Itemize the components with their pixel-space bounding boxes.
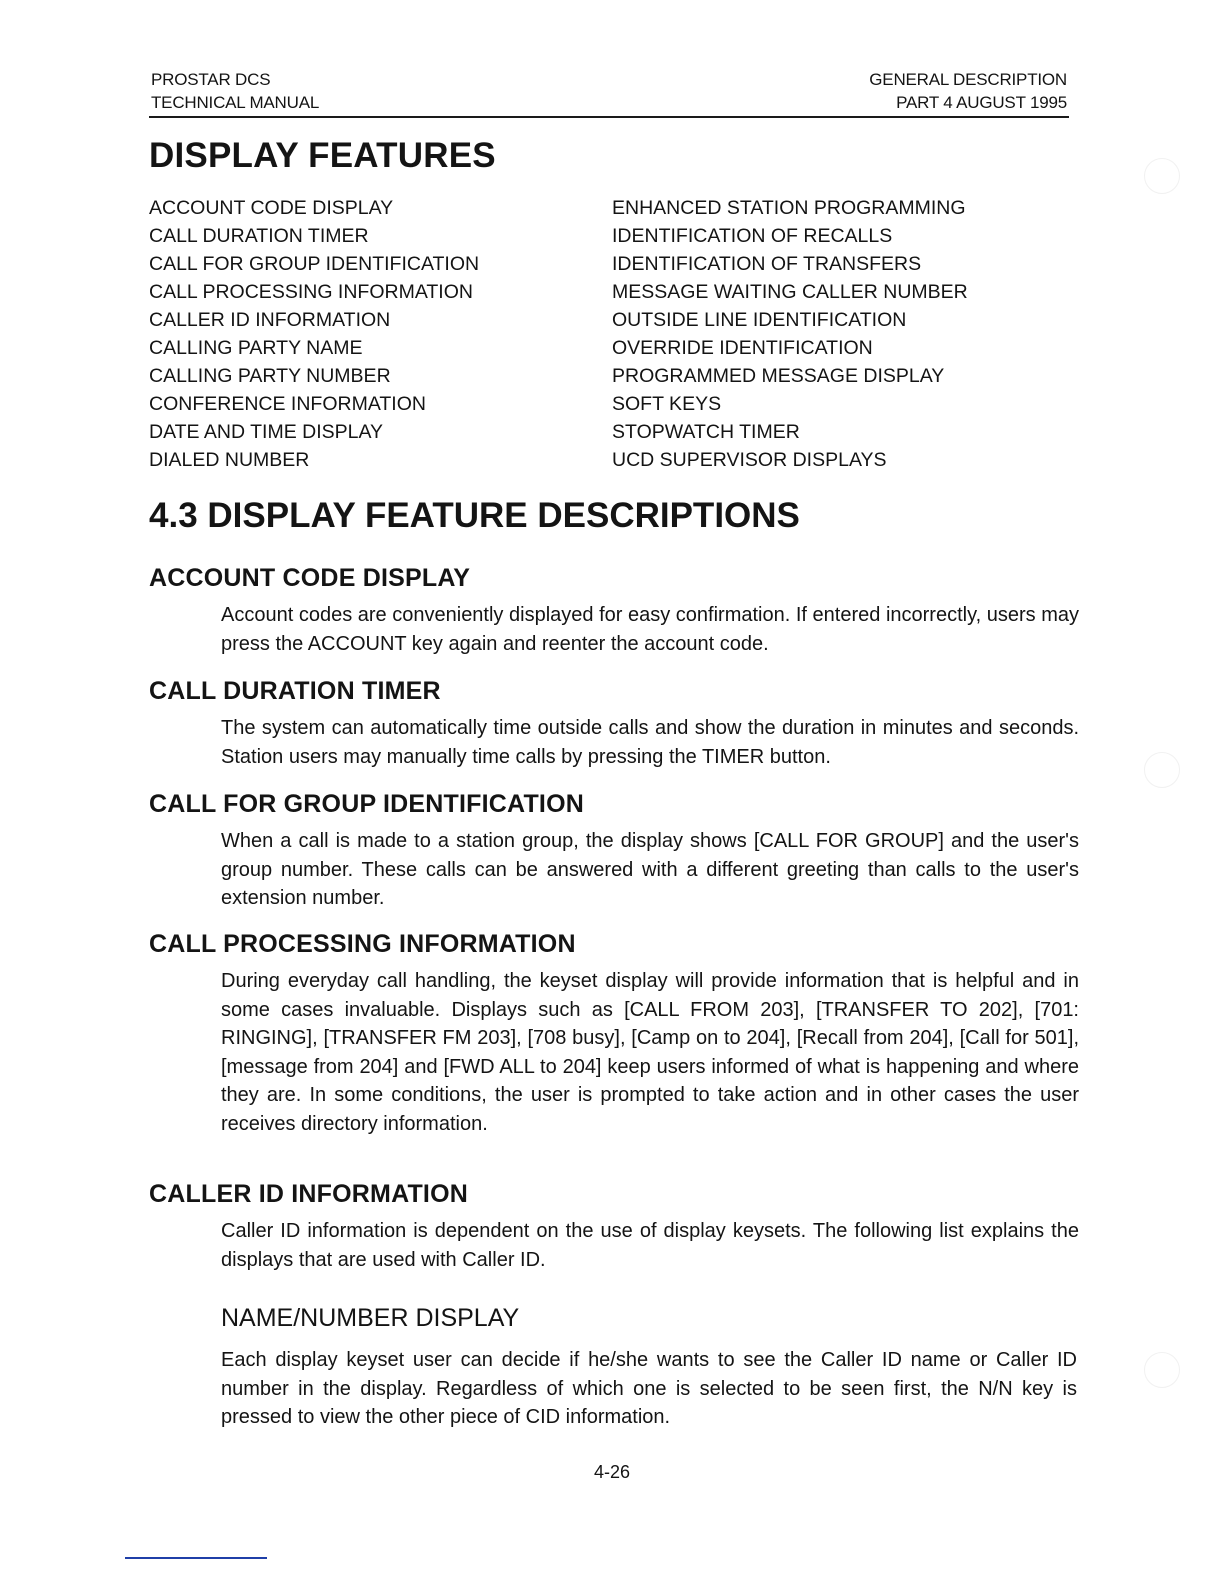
feature-list-item: CALL DURATION TIMER (149, 225, 369, 247)
feature-list-item: SOFT KEYS (612, 393, 722, 415)
feature-list-item: UCD SUPERVISOR DISPLAYS (612, 449, 887, 471)
feature-call-processing-information (149, 930, 1079, 1138)
feature-list-item: ACCOUNT CODE DISPLAY (149, 197, 394, 219)
feature-account-code-display (149, 564, 1079, 658)
feature-list-item: IDENTIFICATION OF RECALLS (612, 225, 893, 247)
feature-list-item: CONFERENCE INFORMATION (149, 393, 426, 415)
feature-list-item: IDENTIFICATION OF TRANSFERS (612, 253, 922, 275)
feature-list-item: ENHANCED STATION PROGRAMMING (612, 197, 966, 219)
feature-call-for-group-identification (149, 790, 1079, 913)
feature-heading: CALL FOR GROUP IDENTIFICATION (149, 790, 584, 818)
header-part-date: PART 4 AUGUST 1995 (896, 93, 1067, 112)
feature-list-item: MESSAGE WAITING CALLER NUMBER (612, 281, 968, 303)
feature-list-item: CALL PROCESSING INFORMATION (149, 281, 473, 303)
feature-list-item: OVERRIDE IDENTIFICATION (612, 337, 873, 359)
feature-list-item: PROGRAMMED MESSAGE DISPLAY (612, 365, 945, 387)
binder-hole-mark (1144, 1352, 1180, 1388)
feature-list-item: CALL FOR GROUP IDENTIFICATION (149, 253, 480, 275)
feature-list-left-column (149, 194, 479, 474)
feature-list-right-column (612, 194, 968, 474)
header-section: GENERAL DESCRIPTION (869, 70, 1067, 89)
feature-heading: CALL DURATION TIMER (149, 677, 441, 705)
header-divider (149, 116, 1069, 118)
feature-call-duration-timer (149, 677, 1079, 771)
header-manual: TECHNICAL MANUAL (151, 93, 320, 112)
feature-list-item: CALLER ID INFORMATION (149, 309, 391, 331)
page-number: 4-26 (593, 1462, 631, 1482)
page-title: DISPLAY FEATURES (149, 136, 496, 175)
feature-description: During everyday call handling, the keyset display will provide information that is helpful and in some cases invaluable. Displays such as [CALL FROM 203], [TRANSFER TO 202], [701: RINGING], [TRANSFER FM 203], [708 busy], [Camp on to 204], [Recall from 204], [Call for 501], [message from 204] and [FWD ALL to 204] keep users informed of what is happening and where they are. In some conditions, the user is prompted to take action and in other cases the user receives directory information. (221, 970, 1079, 1135)
feature-caller-id-information (149, 1180, 1079, 1274)
binder-hole-mark (1144, 752, 1180, 788)
feature-list-item: OUTSIDE LINE IDENTIFICATION (612, 309, 907, 331)
header-left (151, 68, 319, 114)
feature-list-item: CALLING PARTY NUMBER (149, 365, 391, 387)
section-title: 4.3 DISPLAY FEATURE DESCRIPTIONS (149, 496, 800, 535)
footer-divider (125, 1557, 267, 1559)
feature-list-item: STOPWATCH TIMER (612, 421, 800, 443)
subsection-description: Each display keyset user can decide if he/she wants to see the Caller ID name or Caller ID number in the display. Regardless of which one is selected to be seen first, the N/N key is pressed to view the other piece of CID information. (221, 1349, 1077, 1428)
feature-heading: CALL PROCESSING INFORMATION (149, 930, 576, 958)
feature-description: Caller ID information is dependent on the use of display keysets. The following list explains the displays that are used with Caller ID. (221, 1220, 1079, 1271)
header-right (869, 68, 1067, 114)
feature-list-item: CALLING PARTY NAME (149, 337, 363, 359)
subsection-heading: NAME/NUMBER DISPLAY (221, 1304, 520, 1332)
feature-description: The system can automatically time outside calls and show the duration in minutes and seconds. Station users may manually time calls by pressing the TIMER button. (221, 717, 1079, 768)
feature-description: Account codes are conveniently displayed for easy confirmation. If entered incorrectly, users may press the ACCOUNT key again and reenter the account code. (221, 604, 1079, 655)
feature-heading: ACCOUNT CODE DISPLAY (149, 564, 471, 592)
binder-hole-mark (1144, 158, 1180, 194)
feature-list-item: DIALED NUMBER (149, 449, 310, 471)
feature-list-item: DATE AND TIME DISPLAY (149, 421, 384, 443)
feature-heading: CALLER ID INFORMATION (149, 1180, 468, 1208)
header-product: PROSTAR DCS (151, 70, 271, 89)
feature-description: When a call is made to a station group, the display shows [CALL FOR GROUP] and the user's group number. These calls can be answered with a different greeting than calls to the user's extension number. (221, 830, 1079, 909)
